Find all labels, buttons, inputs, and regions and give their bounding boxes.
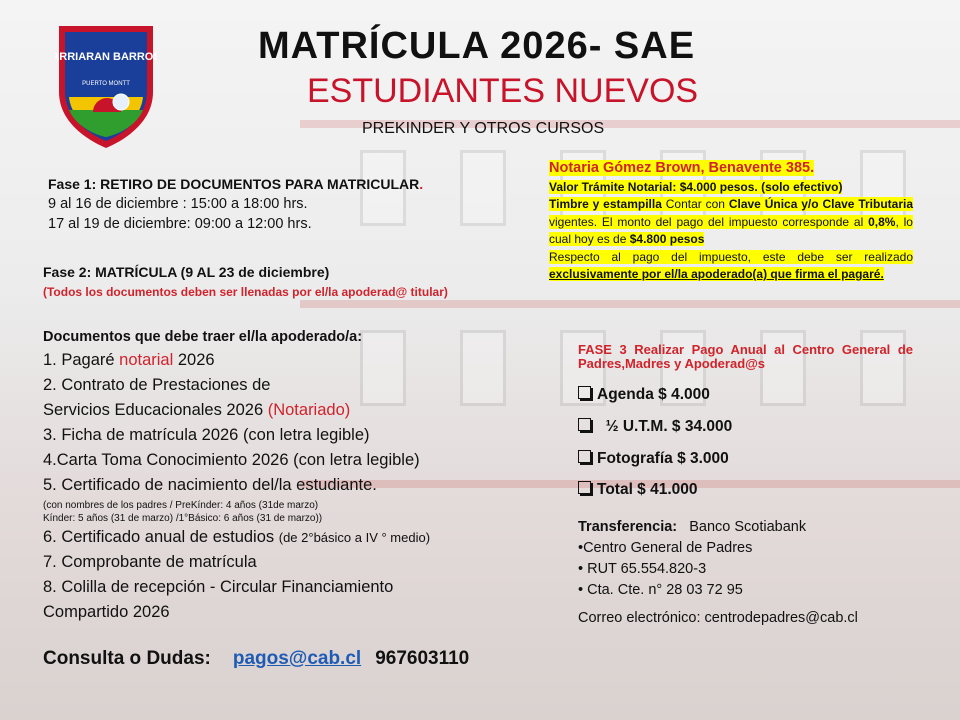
document-item-2a: 2. Contrato de Prestaciones de (43, 376, 271, 394)
page-title: MATRÍCULA 2026- SAE (258, 25, 696, 67)
documents-heading: Documentos que debe traer el/la apoderado/a: (43, 329, 363, 345)
document-item-8a: 8. Colilla de recepción - Circular Financiamiento (43, 578, 394, 596)
document-item-5: 5. Certificado de nacimiento del/la estudiante. (43, 476, 377, 494)
notary-info-box (549, 160, 913, 284)
bank-line-3: • Cta. Cte. n° 28 03 72 95 (578, 582, 743, 598)
document-item-1: 1. Pagaré notarial 2026 (43, 351, 215, 369)
bank-name: Banco Scotiabank (677, 519, 807, 535)
document-item-7: 7. Comprobante de matrícula (43, 553, 257, 571)
checkbox-icon (578, 481, 591, 494)
notary-title: Notaria Gómez Brown, Benavente 385. (549, 160, 815, 176)
bank-transfer-info (578, 517, 858, 629)
notary-payment-text: Respecto al pago del impuesto, este debe ser realizado exclusivamente por el/la apoderado(a) que firma el pagaré. (549, 249, 913, 281)
cost-item-photo: Fotografía $ 3.000 (578, 450, 729, 468)
page-subtitle: ESTUDIANTES NUEVOS (307, 72, 699, 110)
logo-top-text: ARRIARAN BARROS (55, 51, 157, 63)
document-item-2b: Servicios Educacionales 2026 (Notariado) (43, 401, 351, 419)
transfer-label: Transferencia: (578, 519, 678, 535)
cost-item-utm: ½ U.T.M. $ 34.000 (578, 418, 732, 436)
notary-fee: Valor Trámite Notarial: $4.000 pesos. (solo efectivo) (549, 179, 843, 194)
document-item-3: 3. Ficha de matrícula 2026 (con letra legible) (43, 426, 370, 444)
contact-email-link[interactable]: pagos@cab.cl (232, 648, 362, 669)
checkbox-icon (578, 450, 591, 463)
fase1-heading-dot: . (419, 176, 424, 192)
document-item-5-note2: Kínder: 5 años (31 de marzo) /1°Básico: 6 años (31 de marzo)) (43, 513, 323, 524)
fase1-block (48, 174, 488, 234)
cost-item-total: Total $ 41.000 (578, 481, 698, 499)
contact-label: Consulta o Dudas: (43, 648, 211, 669)
contact-phone: 967603110 (375, 648, 470, 669)
document-item-4: 4.Carta Toma Conocimiento 2026 (con letra legible) (43, 451, 420, 469)
bank-line-2: • RUT 65.554.820-3 (578, 561, 707, 577)
fase1-line1: 9 al 16 de diciembre : 15:00 a 18:00 hrs. (48, 196, 308, 212)
bank-email: Correo electrónico: centrodepadres@cab.cl (578, 610, 858, 626)
fase2-note: (Todos los documentos deben ser llenadas por el/la apoderad@ titular) (43, 285, 448, 299)
fase1-line2: 17 al 19 de diciembre: 09:00 a 12:00 hrs. (48, 216, 312, 232)
checkbox-icon (578, 386, 591, 399)
notary-tax-text: Timbre y estampilla Contar con Clave Única y/o Clave Tributaria vigentes. El monto del pago del impuesto corresponde al 0,8%, lo cual hoy es de $4.800 pesos (549, 197, 913, 246)
document-item-5-note1: (con nombres de los padres / PreKínder: 4 años (31de marzo) (43, 500, 319, 511)
document-item-6: 6. Certificado anual de estudios (de 2°básico a IV ° medio) (43, 528, 431, 546)
fase3-heading: FASE 3 Realizar Pago Anual al Centro General de Padres,Madres y Apoderad@s (578, 342, 913, 371)
logo-bottom-text: PUERTO MONTT (82, 81, 130, 87)
checkbox-icon (578, 418, 591, 431)
fase2-block (43, 262, 523, 302)
page-sub-subtitle: PREKINDER Y OTROS CURSOS (362, 120, 605, 137)
fase2-heading: Fase 2: MATRÍCULA (9 AL 23 de diciembre) (43, 264, 330, 280)
document-item-8b: Compartido 2026 (43, 603, 170, 621)
school-crest-logo (55, 22, 157, 150)
fase1-heading: Fase 1: RETIRO DE DOCUMENTOS PARA MATRICULAR (48, 176, 420, 192)
documents-list (43, 326, 543, 625)
cost-item-agenda: Agenda $ 4.000 (578, 386, 710, 404)
bank-line-1: •Centro General de Padres (578, 540, 753, 556)
contact-line (43, 648, 469, 670)
